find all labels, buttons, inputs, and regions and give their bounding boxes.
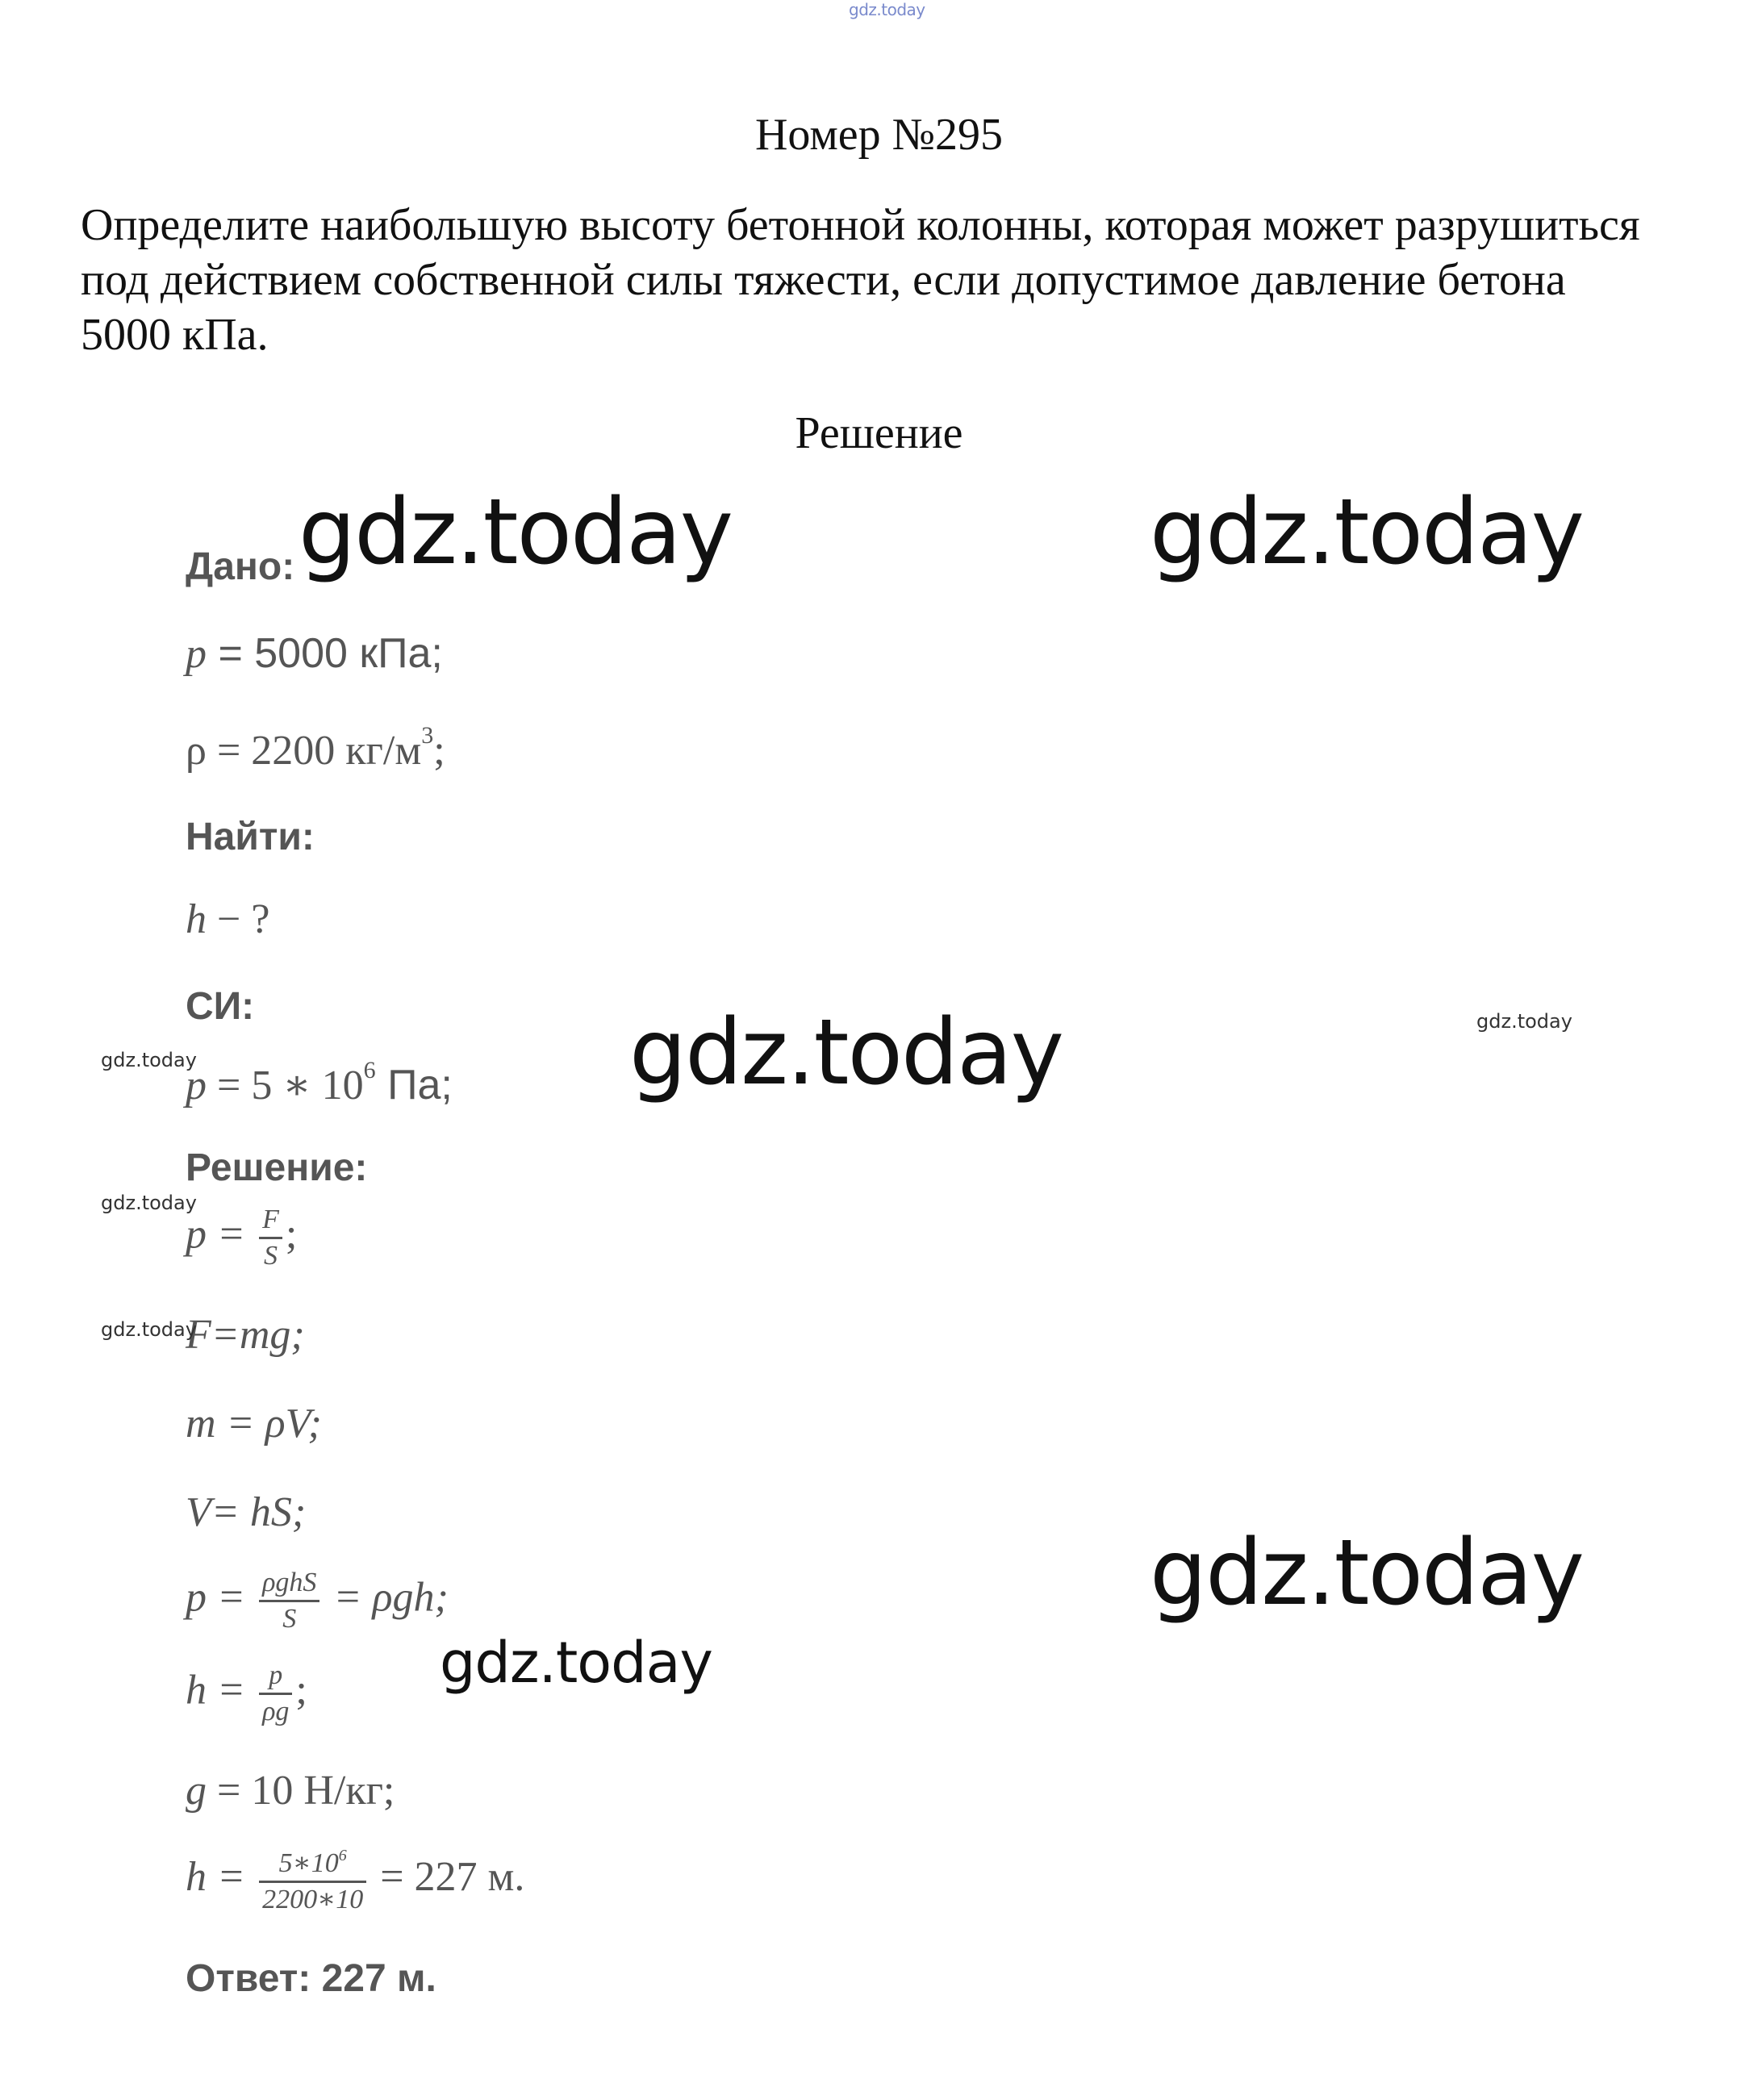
si-label: СИ: — [186, 985, 255, 1028]
fraction: $\frac{p}{\rho g}$ — [259, 1662, 292, 1726]
step-pressure-derived: p = $\frac{\text{ρghS}}{S}$ = ρgh; — [186, 1568, 449, 1634]
fraction: $\frac{\text{ρghS}}{S}$ — [259, 1569, 319, 1633]
watermark: gdz.today — [1150, 480, 1584, 585]
answer: Ответ: 227 м. — [186, 1957, 436, 2000]
given-label: Дано: — [186, 545, 295, 588]
watermark: gdz.today — [299, 480, 733, 585]
fraction: $\frac{F}{S}$ — [259, 1206, 282, 1270]
step-height-result: h = $\frac{5∗10^6}{2200∗10}$ = 227 м. — [186, 1847, 525, 1914]
watermark: gdz.today — [1476, 1010, 1572, 1033]
watermark: gdz.today — [101, 1318, 197, 1341]
page-title: Номер №295 — [754, 110, 1004, 160]
watermark: gdz.today — [1150, 1521, 1584, 1626]
find-value: h − ? — [186, 896, 270, 942]
step-pressure-formula: p = $\frac{F}{S}$ ; — [186, 1204, 298, 1271]
si-value: p = 5 ∗ $10^6$ Па; — [186, 1057, 453, 1108]
step-volume: V= hS; — [186, 1489, 307, 1535]
solution-heading — [0, 407, 1758, 459]
given-pressure: p = 5000 кПа; — [186, 630, 443, 677]
step-height-formula: h = $\frac{p}{\rho g}$ ; — [186, 1660, 307, 1726]
solution-label: Решение: — [186, 1146, 368, 1189]
watermark: gdz.today — [440, 1630, 712, 1696]
step-gravity: g = 10 Н/кг; — [186, 1768, 395, 1814]
watermark: gdz.today — [101, 1192, 197, 1214]
problem-text: Определите наибольшую высоту бетонной колонны, которая может разрушиться под действием собственной силы тяжести, если допустимое давление бетона 5000 кПа. — [81, 200, 1640, 360]
watermark: gdz.today — [629, 1000, 1063, 1105]
watermark: gdz.today — [101, 1049, 197, 1071]
site-mark: gdz.today — [849, 0, 925, 19]
step-mass: m = ρV; — [186, 1401, 322, 1447]
given-density: ρ = 2200 $кг/м^3$; — [186, 722, 445, 774]
fraction: $\frac{5∗10^6}{2200∗10}$ — [259, 1847, 366, 1914]
step-force: F=mg; — [186, 1312, 305, 1358]
solution-heading-text: Решение — [795, 408, 963, 458]
find-label: Найти: — [186, 816, 315, 858]
